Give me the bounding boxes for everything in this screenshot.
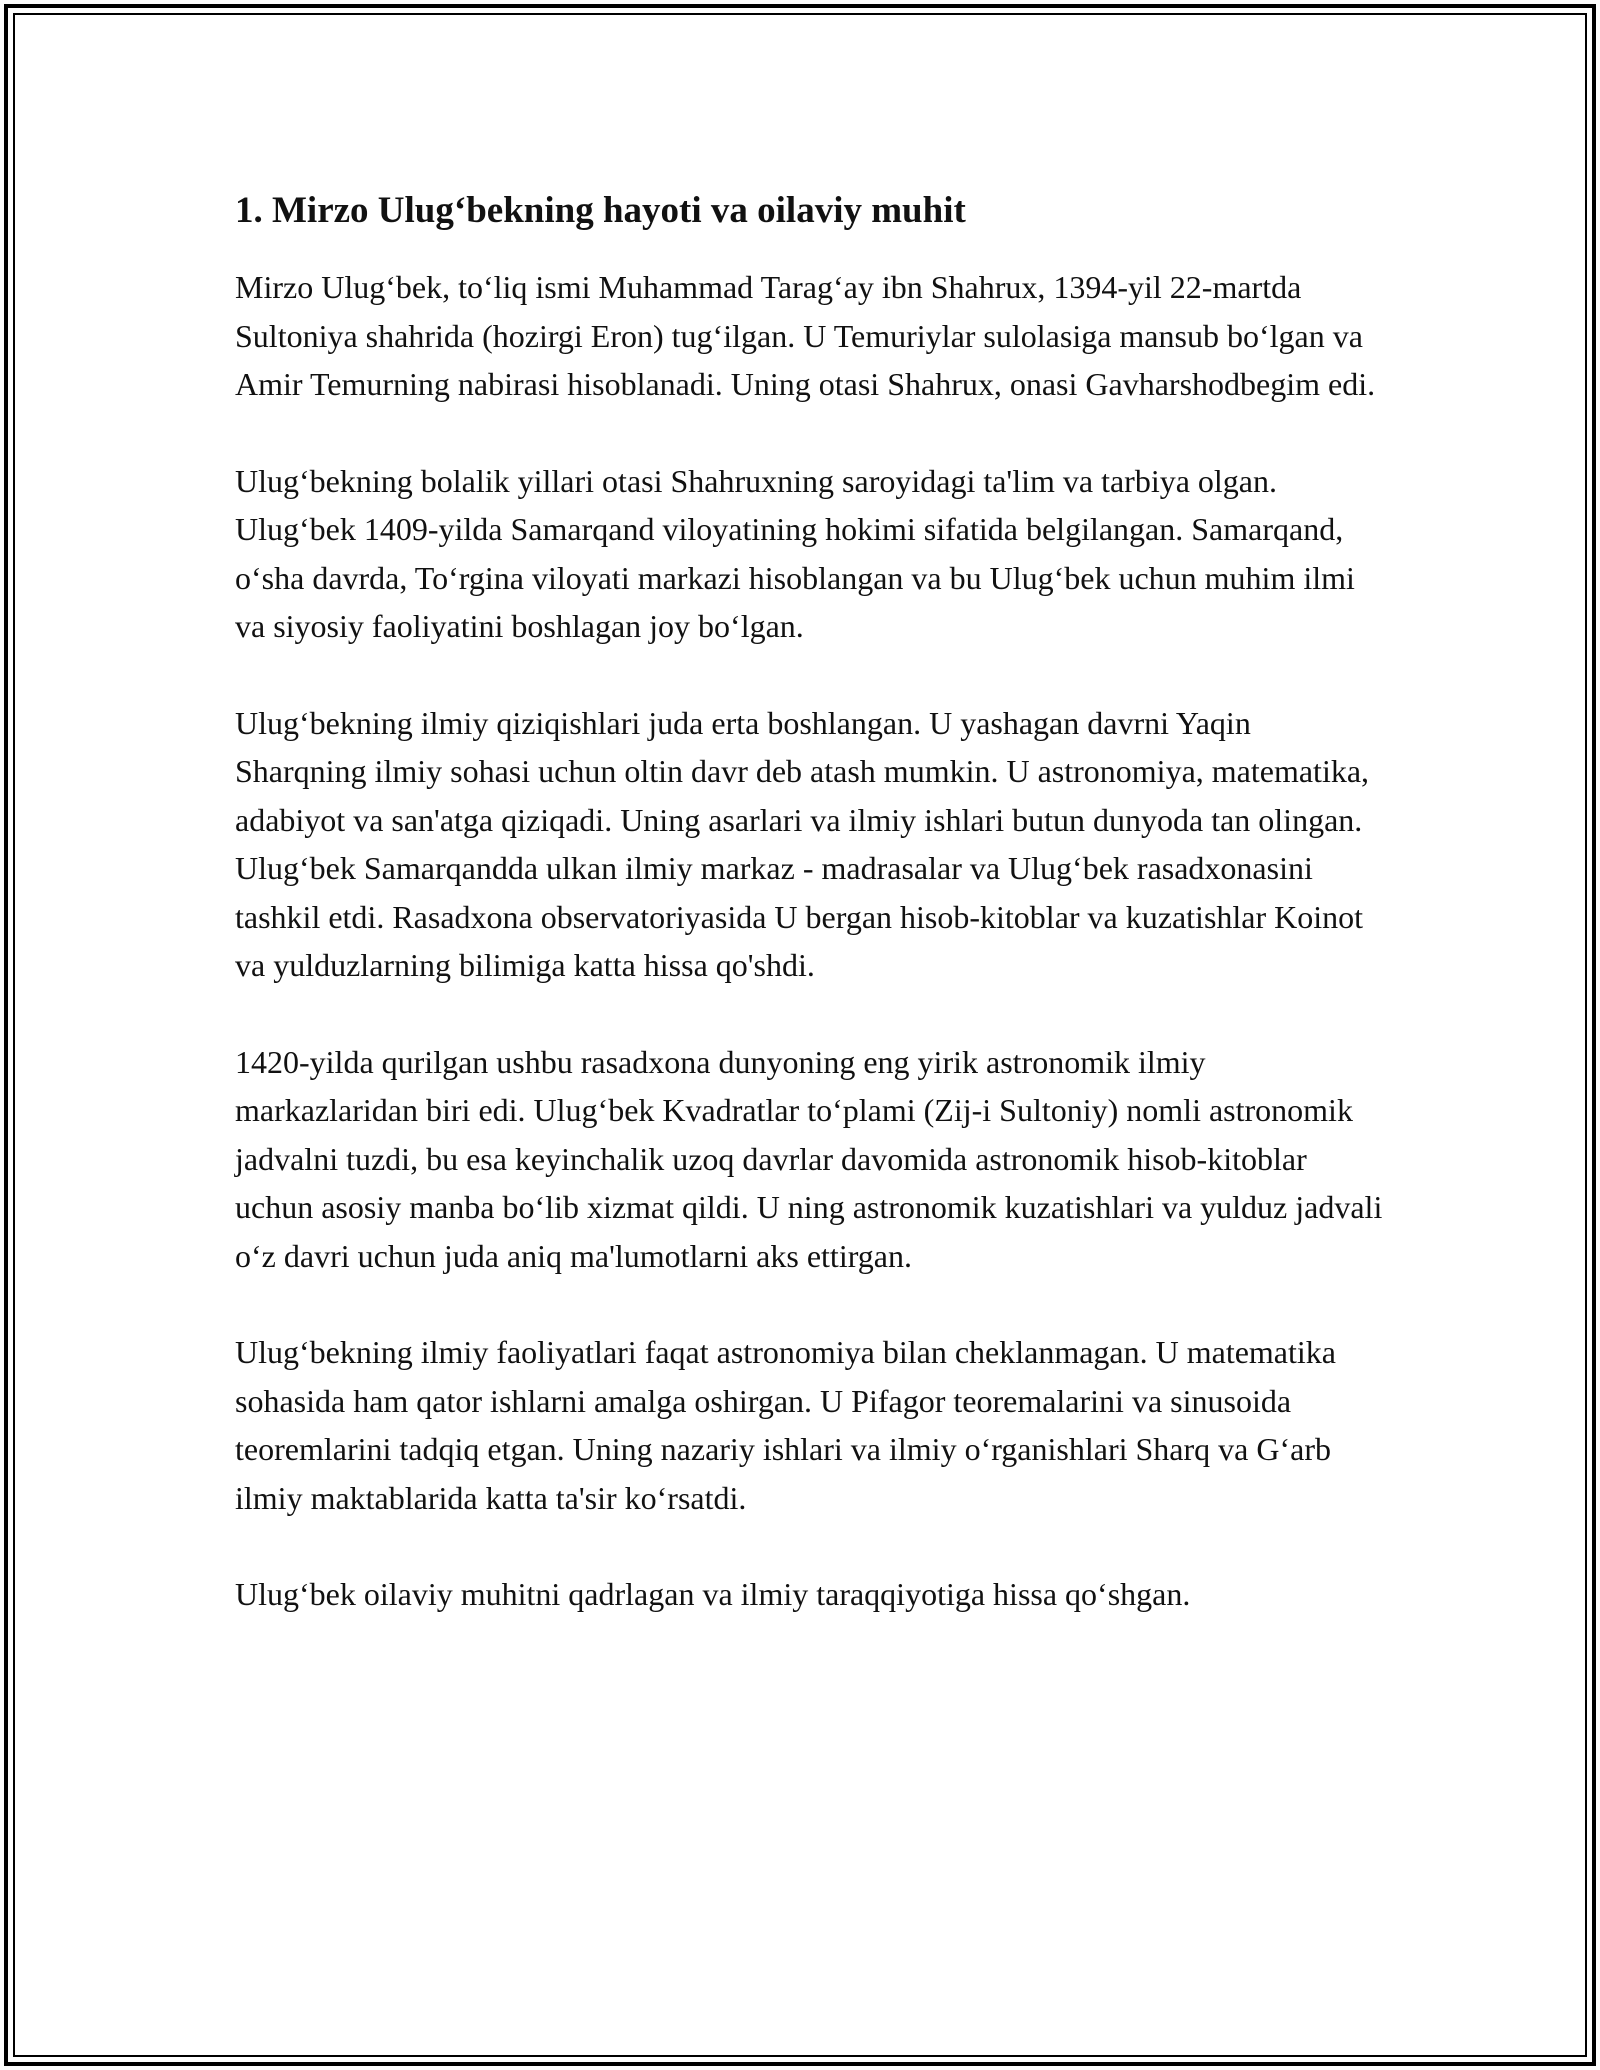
section-heading: 1. Mirzo Ulug‘bekning hayoti va oilaviy muhit <box>235 190 966 231</box>
paragraph-birth: Mirzo Ulug‘bek, to‘liq ismi Muhammad Tarag‘ay ibn Shahrux, 1394-yil 22-martda Sultoniya shahrida (hozirgi Eron) tug‘ilgan. U Temuriylar sulolasiga mansub bo‘lgan va Amir Temurning nabirasi hisoblanadi. Uning otasi Shahrux, onasi Gavharshodbegim edi. <box>235 269 1376 402</box>
document-body <box>235 185 1385 1619</box>
paragraph-scientific-interests: Ulug‘bekning ilmiy qiziqishlari juda erta boshlangan. U yashagan davrni Yaqin Sharqning ilmiy sohasi uchun oltin davr deb atash mumkin. U astronomiya, matematika, adabiyot va san'atga qiziqadi. Uning asarlari va ilmiy ishlari butun dunyoda tan olingan. Ulug‘bek Samarqandda ulkan ilmiy markaz - madrasalar va Ulug‘bek rasadxonasini tashkil etdi. Rasadxona observatoriyasida U bergan hisob-kitoblar va kuzatishlar Koinot va yulduzlarning bilimiga katta hissa qo'shdi. <box>235 704 1370 983</box>
paragraph-mathematics: Ulug‘bekning ilmiy faoliyatlari faqat astronomiya bilan cheklanmagan. U matematika sohasida ham qator ishlarni amalga oshirgan. U Pifagor teoremalarini va sinusoida teoremlarini tadqiq etgan. Uning nazariy ishlari va ilmiy o‘rganishlari Sharq va G‘arb ilmiy maktablarida katta ta'sir ko‘rsatdi. <box>235 1334 1336 1516</box>
paragraph-family: Ulug‘bek oilaviy muhitni qadrlagan va ilmiy taraqqiyotiga hissa qo‘shgan. <box>235 1576 1191 1612</box>
paragraph-childhood: Ulug‘bekning bolalik yillari otasi Shahruxning saroyidagi ta'lim va tarbiya olgan. Ulug‘bek 1409-yilda Samarqand viloyatining hokimi sifatida belgilangan. Samarqand, o‘sha davrda, To‘rgina viloyati markazi hisoblangan va bu Ulug‘bek uchun muhim ilmi va siyosiy faoliyatini boshlagan joy bo‘lgan. <box>235 462 1355 644</box>
paragraph-observatory: 1420-yilda qurilgan ushbu rasadxona dunyoning eng yirik astronomik ilmiy markazlaridan biri edi. Ulug‘bek Kvadratlar to‘plami (Zij-i Sultoniy) nomli astronomik jadvalni tuzdi, bu esa keyinchalik uzoq davrlar davomida astronomik hisob-kitoblar uchun asosiy manba bo‘lib xizmat qildi. U ning astronomik kuzatishlari va yulduz jadvali o‘z davri uchun juda aniq ma'lumotlarni aks ettirgan. <box>235 1043 1383 1274</box>
